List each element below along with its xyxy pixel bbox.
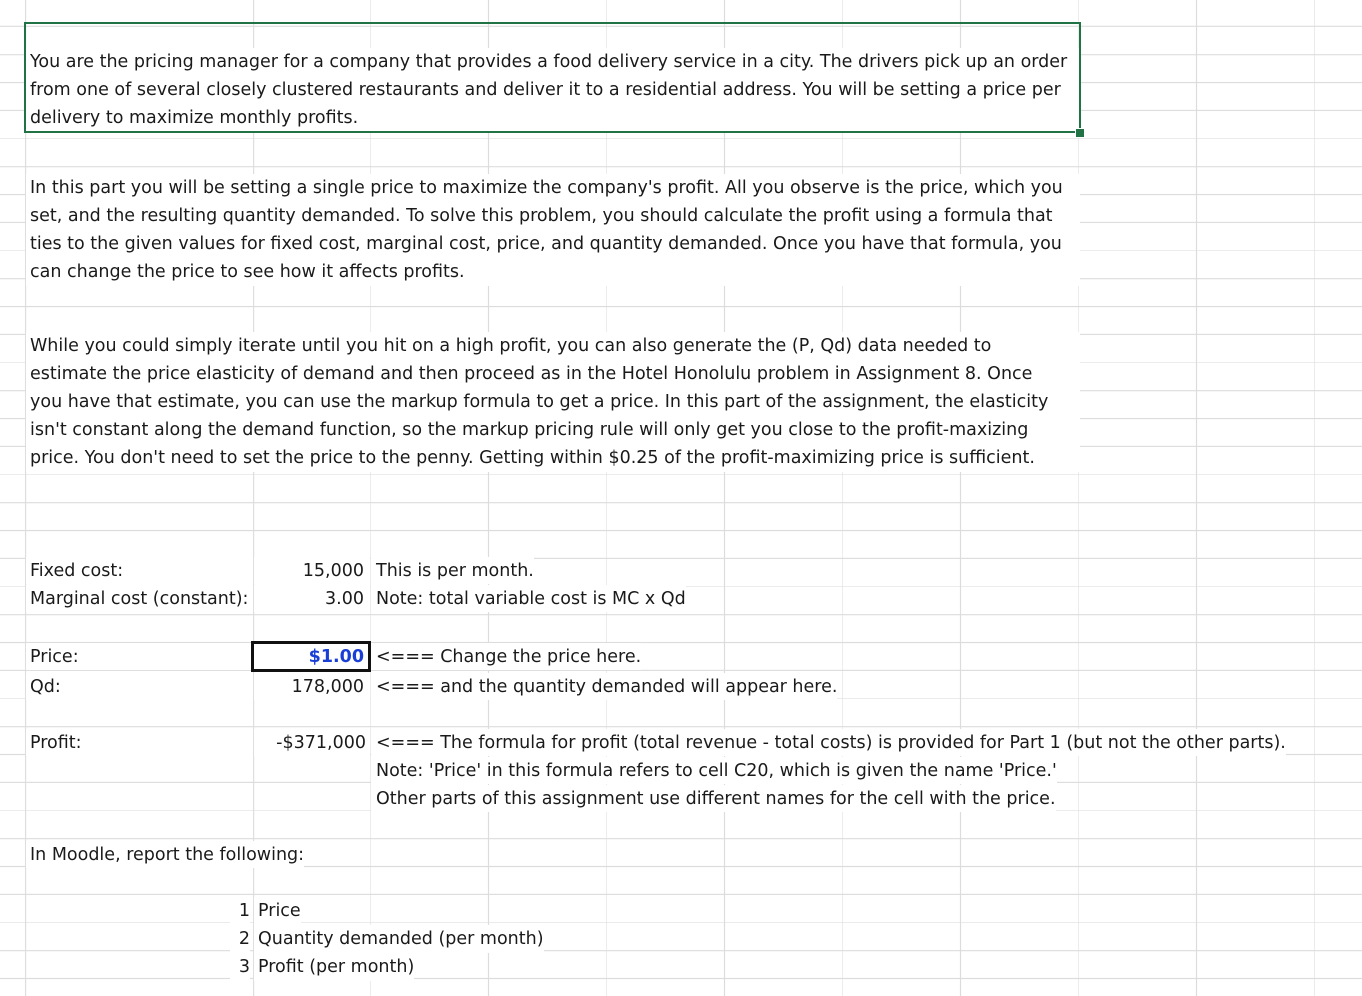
report-item-number[interactable]: 3: [230, 953, 250, 981]
elasticity-line-4: isn't constant along the demand function, so the markup pricing rule will only get you close to the profit-maxizing: [30, 420, 1029, 440]
price-label[interactable]: Price:: [26, 643, 253, 670]
marginal-cost-note[interactable]: Note: total variable cost is MC x Qd: [371, 585, 686, 612]
report-item-number[interactable]: 2: [230, 925, 250, 953]
elasticity-line-3: you have that estimate, you can use the markup formula to get a price. In this part of the assignment, the elasticity: [30, 392, 1049, 412]
profit-value[interactable]: -$371,000: [254, 729, 370, 756]
elasticity-line-2: estimate the price elasticity of demand and then proceed as in the Hotel Honolulu problem in Assignment 8. Once: [30, 364, 1033, 384]
price-input-cell[interactable]: $1.00: [251, 641, 371, 672]
qd-value[interactable]: 178,000: [254, 673, 370, 700]
part-line-2: set, and the resulting quantity demanded. To solve this problem, you should calculate the profit using a formula that: [30, 206, 1053, 226]
part-line-4: can change the price to see how it affects profits.: [30, 262, 465, 282]
report-item-number[interactable]: 1: [230, 897, 250, 925]
elasticity-description-cell[interactable]: [26, 332, 1080, 472]
fixed-cost-note[interactable]: This is per month.: [371, 557, 534, 584]
intro-line-1: You are the pricing manager for a company that provides a food delivery service in a city. The drivers pick up an order: [30, 52, 1068, 72]
profit-label[interactable]: Profit:: [26, 729, 253, 756]
fixed-cost-label[interactable]: Fixed cost:: [26, 557, 253, 584]
profit-note-2[interactable]: Note: 'Price' in this formula refers to cell C20, which is given the name 'Price.': [371, 757, 1057, 784]
part-line-3: ties to the given values for fixed cost, marginal cost, price, and quantity demanded. Once you have that formula, you: [30, 234, 1062, 254]
qd-label[interactable]: Qd:: [26, 673, 253, 700]
report-item-text[interactable]: Profit (per month): [254, 953, 414, 981]
part-line-1: In this part you will be setting a single price to maximize the company's profit. All you observe is the price, which you: [30, 178, 1063, 198]
marginal-cost-label[interactable]: Marginal cost (constant):: [26, 585, 253, 612]
intro-text-cell[interactable]: [26, 48, 1080, 132]
report-heading[interactable]: In Moodle, report the following:: [26, 841, 304, 868]
fill-handle[interactable]: [1075, 128, 1085, 138]
profit-note-1[interactable]: <=== The formula for profit (total revenue - total costs) is provided for Part 1 (but not the other parts).: [371, 729, 1286, 756]
elasticity-line-1: While you could simply iterate until you hit on a high profit, you can also generate the (P, Qd) data needed to: [30, 336, 992, 356]
report-item-text[interactable]: Price: [254, 897, 301, 925]
qd-note[interactable]: <=== and the quantity demanded will appear here.: [371, 673, 837, 700]
elasticity-line-5: price. You don't need to set the price to the penny. Getting within $0.25 of the profit-maximizing price is sufficient.: [30, 448, 1035, 468]
price-note[interactable]: <=== Change the price here.: [371, 643, 641, 670]
fixed-cost-value[interactable]: 15,000: [254, 557, 370, 584]
intro-line-2: from one of several closely clustered restaurants and deliver it to a residential address. You will be setting a price per: [30, 80, 1061, 100]
marginal-cost-value[interactable]: 3.00: [254, 585, 370, 612]
report-item-text[interactable]: Quantity demanded (per month): [254, 925, 544, 953]
part-description-cell[interactable]: [26, 174, 1080, 286]
profit-note-3[interactable]: Other parts of this assignment use different names for the cell with the price.: [371, 785, 1056, 812]
intro-line-3: delivery to maximize monthly profits.: [30, 108, 359, 128]
